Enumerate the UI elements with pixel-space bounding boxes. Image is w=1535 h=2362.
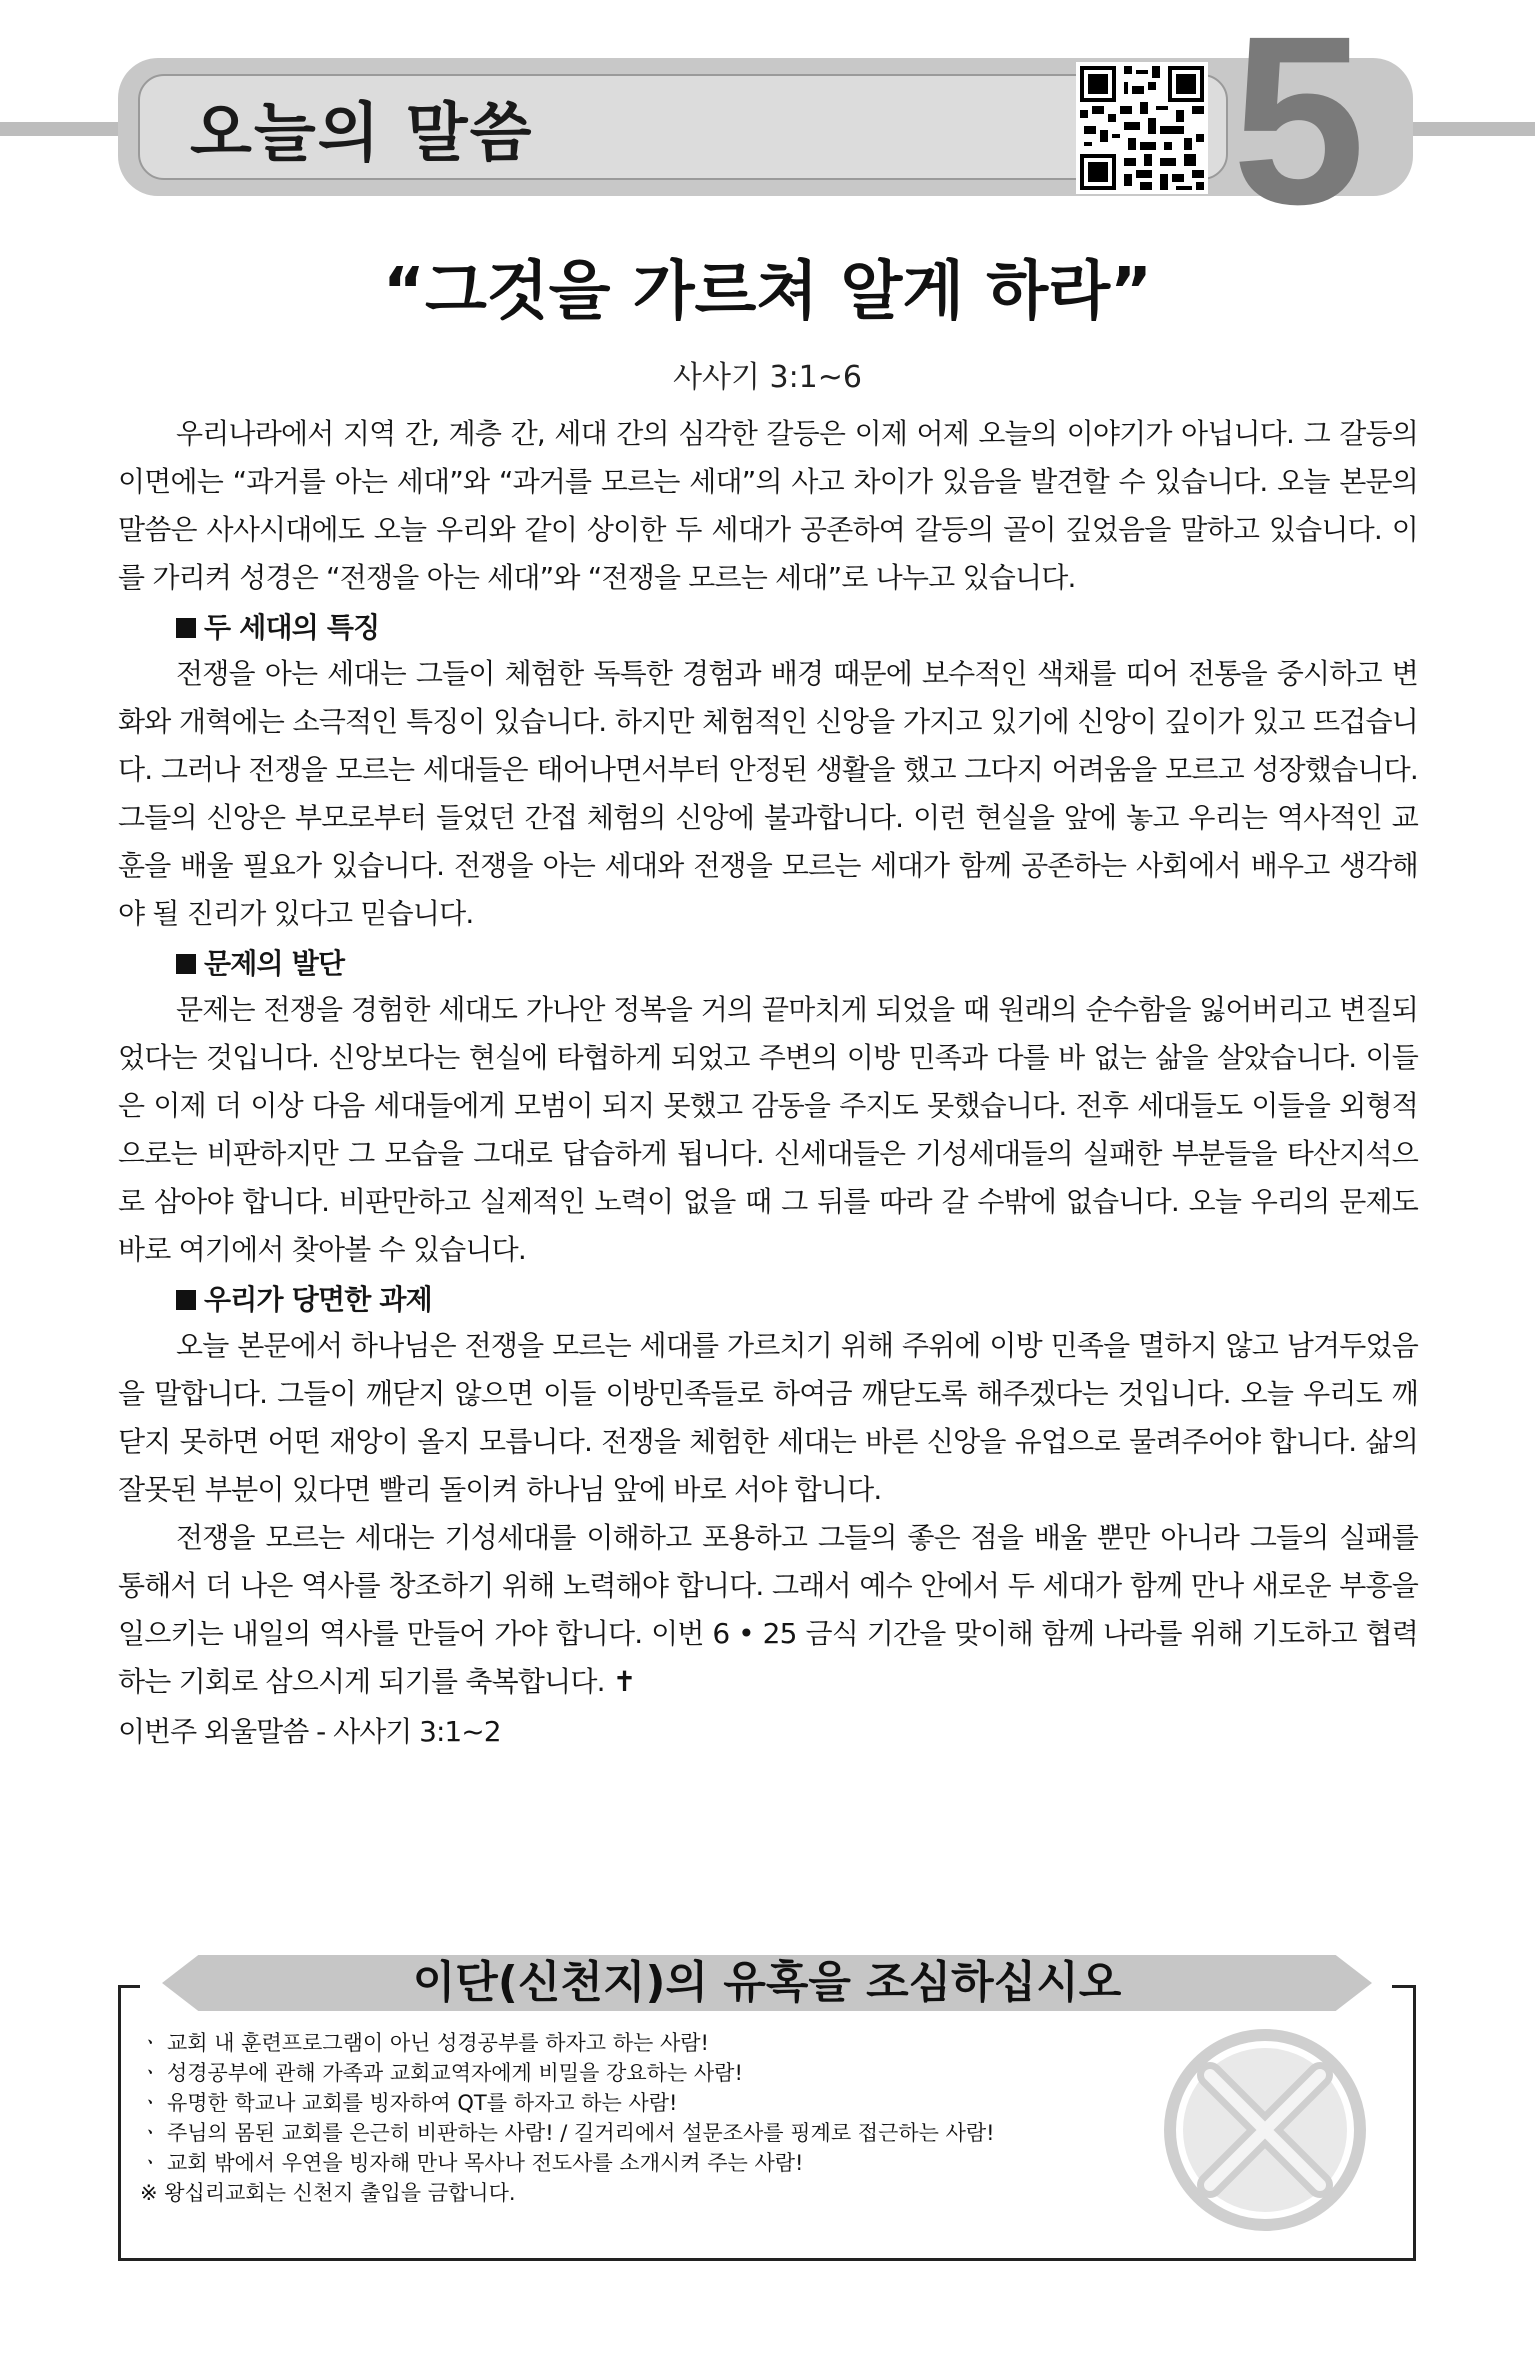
week-number: 5 [1232, 0, 1366, 254]
body-paragraph: 오늘 본문에서 하나님은 전쟁을 모르는 세대를 가르치기 위해 주위에 이방 민족을 멸하지 않고 남겨두었음을 말합니다. 그들이 깨닫지 않으면 이들 이방민족들로 하여금 깨닫도록 해주겠다는 것입니다. 오늘 우리도 깨닫지 못하면 어떤 재앙이 올지 모릅니다. 전쟁을 체험한 세대는 바른 신앙을 유업으로 물려주어야 합니다. 삶의 잘못된 부분이 있다면 빨리 돌이켜 하나님 앞에 바로 서야 합니다. [118, 1329, 1418, 1506]
body-paragraph: 전쟁을 아는 세대는 그들이 체험한 독특한 경험과 배경 때문에 보수적인 색채를 띠어 전통을 중시하고 변화와 개혁에는 소극적인 특징이 있습니다. 하지만 체험적인 신앙을 가지고 있기에 신앙이 깊이가 있고 뜨겁습니다. 그러나 전쟁을 모르는 세대들은 태어나면서부터 안정된 생활을 했고 그다지 어려움을 모르고 성장했습니다. 그들의 신앙은 부모로부터 들었던 간접 체험의 신앙에 불과합니다. 이런 현실을 앞에 놓고 우리는 역사적인 교훈을 배울 필요가 있습니다. 전쟁을 아는 세대와 전쟁을 모르는 세대가 함께 공존하는 사회에서 배우고 생각해야 될 진리가 있다고 믿습니다. [118, 657, 1418, 930]
section-heading: 우리가 당면한 과제 [176, 1278, 1418, 1322]
warning-box-top-right [1392, 1985, 1416, 1988]
list-item: ㆍ 주님의 몸된 교회를 은근히 비판하는 사람! / 길거리에서 설문조사를 핑계로 접근하는 사람! [140, 2121, 995, 2145]
square-bullet-icon [176, 618, 196, 638]
body-paragraph-final: 전쟁을 모르는 세대는 기성세대를 이해하고 포용하고 그들의 좋은 점을 배울 뿐만 아니라 그들의 실패를 통해서 더 나은 역사를 창조하기 위해 노력해야 합니다. 그래서 예수 안에서 두 세대가 함께 만나 새로운 부흥을 일으키는 내일의 역사를 만들어 가야 합니다. 이번 6 • 25 금식 기간을 맞이해 함께 나라를 위해 기도하고 협력하는 기회로 삼으시게 되기를 축복합니다. ✝ [118, 1521, 1418, 1698]
list-item: ㆍ 교회 내 훈련프로그램이 아닌 성경공부를 하자고 하는 사람! [140, 2031, 709, 2055]
list-item: ㆍ 유명한 학교나 교회를 빙자하여 QT를 하자고 하는 사람! [140, 2091, 678, 2115]
memory-verse: 이번주 외울말씀 - 사사기 3:1~2 [118, 1715, 501, 1748]
warning-title: 이단(신천지)의 유혹을 조심하십시오 [412, 1957, 1122, 2008]
body-paragraph: 문제는 전쟁을 경험한 세대도 가나안 정복을 거의 끝마치게 되었을 때 원래의 순수함을 잃어버리고 변질되었다는 것입니다. 신앙보다는 현실에 타협하게 되었고 주변의 이방 민족과 다를 바 없는 삶을 살았습니다. 이들은 이제 더 이상 다음 세대들에게 모범이 되지 못했고 감동을 주지도 못했습니다. 전후 세대들도 이들을 외형적으로는 비판하지만 그 모습을 그대로 답습하게 됩니다. 신세대들은 기성세대들의 실패한 부분들을 타산지석으로 삼아야 합니다. 비판만하고 실제적인 노력이 없을 때 그 뒤를 따라 갈 수밖에 없습니다. 오늘 우리의 문제도 바로 여기에서 찾아볼 수 있습니다. [118, 993, 1418, 1266]
section-heading: 문제의 발단 [176, 942, 1418, 986]
qr-code-icon[interactable] [1076, 62, 1208, 194]
section-heading: 두 세대의 특징 [176, 606, 1418, 650]
list-item-note: ※ 왕십리교회는 신천지 출입을 금합니다. [140, 2181, 516, 2205]
cross-icon: ✝ [612, 1665, 636, 1698]
square-bullet-icon [176, 954, 196, 974]
list-item: ㆍ 교회 밖에서 우연을 빙자해 만나 목사나 전도사를 소개시켜 주는 사람! [140, 2151, 804, 2175]
list-item: ㆍ 성경공부에 관해 가족과 교회교역자에게 비밀을 강요하는 사람! [140, 2061, 743, 2085]
prohibited-x-icon [1160, 2025, 1370, 2235]
square-bullet-icon [176, 1290, 196, 1310]
section-title: 오늘의 말씀 [190, 97, 534, 171]
sermon-title: “그것을 가르쳐 알게 하라” [382, 255, 1153, 329]
warning-list [140, 2028, 1140, 2208]
warning-box-top-left [118, 1985, 140, 1988]
scripture-reference: 사사기 3:1~6 [673, 360, 862, 395]
intro-paragraph: 우리나라에서 지역 간, 계층 간, 세대 간의 심각한 갈등은 이제 어제 오늘의 이야기가 아닙니다. 그 갈등의 이면에는 “과거를 아는 세대”와 “과거를 모르는 세대”의 사고 차이가 있음을 발견할 수 있습니다. 오늘 본문의 말씀은 사사시대에도 오늘 우리와 같이 상이한 두 세대가 공존하여 갈등의 골이 깊었음을 말하고 있습니다. 이를 가리켜 성경은 “전쟁을 아는 세대”와 “전쟁을 모르는 세대”로 나누고 있습니다. [118, 417, 1418, 594]
sermon-body [118, 410, 1418, 1756]
